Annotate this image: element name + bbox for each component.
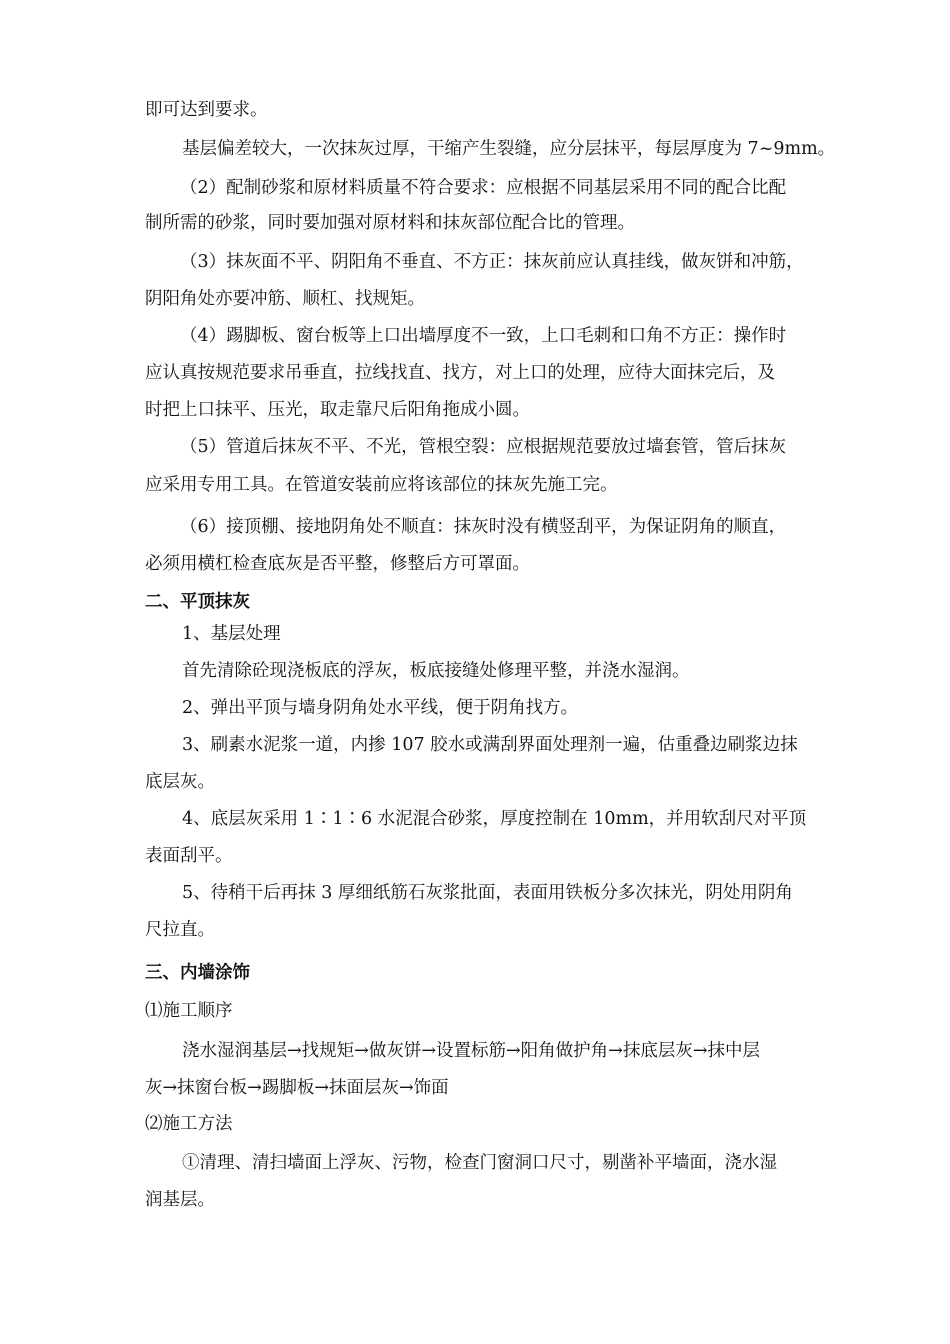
paragraph-line: 制所需的砂浆，同时要加强对原材料和抹灰部位配合比的管理。 bbox=[145, 213, 635, 233]
subheading-line: ⑵施工方法 bbox=[145, 1114, 233, 1134]
paragraph-line: 应认真按规范要求吊垂直，拉线找直、找方，对上口的处理，应待大面抹完后，及 bbox=[145, 363, 775, 383]
paragraph-line: 浇水湿润基层→找规矩→做灰饼→设置标筋→阳角做护角→抹底层灰→抹中层 bbox=[182, 1041, 760, 1061]
paragraph-line: 应采用专用工具。在管道安装前应将该部位的抹灰先施工完。 bbox=[145, 475, 618, 495]
section-heading: 三、内墙涂饰 bbox=[145, 963, 250, 983]
paragraph-line: （2）配制砂浆和原材料质量不符合要求：应根据不同基层采用不同的配合比配 bbox=[180, 178, 787, 198]
paragraph-line: 表面刮平。 bbox=[145, 846, 233, 866]
paragraph-line: 4、底层灰采用 1∶1∶6 水泥混合砂浆，厚度控制在 10mm，并用软刮尺对平顶 bbox=[182, 809, 807, 829]
paragraph-line: 尺拉直。 bbox=[145, 920, 215, 940]
paragraph-line: 阴阳角处亦要冲筋、顺杠、找规矩。 bbox=[145, 289, 425, 309]
paragraph-line: 底层灰。 bbox=[145, 772, 215, 792]
paragraph-line: 2、弹出平顶与墙身阴角处水平线，便于阴角找方。 bbox=[182, 698, 579, 718]
subheading-line: ⑴施工顺序 bbox=[145, 1001, 233, 1021]
paragraph-line: 时把上口抹平、压光，取走靠尺后阳角拖成小圆。 bbox=[145, 400, 530, 420]
paragraph-line: （4）踢脚板、窗台板等上口出墙厚度不一致，上口毛刺和口角不方正：操作时 bbox=[180, 326, 787, 346]
paragraph-line: 润基层。 bbox=[145, 1190, 215, 1210]
paragraph-line: 基层偏差较大，一次抹灰过厚，干缩产生裂缝，应分层抹平，每层厚度为 7~9mm。 bbox=[182, 139, 836, 159]
paragraph-line: 即可达到要求。 bbox=[145, 100, 268, 120]
paragraph-line: （6）接顶棚、接地阴角处不顺直：抹灰时没有横竖刮平，为保证阴角的顺直， bbox=[180, 517, 787, 537]
paragraph-line: （5）管道后抹灰不平、不光，管根空裂：应根据规范要放过墙套管，管后抹灰 bbox=[180, 437, 787, 457]
paragraph-line: ①清理、清扫墙面上浮灰、污物，检查门窗洞口尺寸，剔凿补平墙面，浇水湿 bbox=[182, 1153, 777, 1173]
paragraph-line: 5、待稍干后再抹 3 厚细纸筋石灰浆批面，表面用铁板分多次抹光，阴处用阴角 bbox=[182, 883, 793, 903]
section-heading: 二、平顶抹灰 bbox=[145, 592, 250, 612]
paragraph-line: 必须用横杠检查底灰是否平整，修整后方可罩面。 bbox=[145, 554, 530, 574]
paragraph-line: 首先清除砼现浇板底的浮灰，板底接缝处修理平整，并浇水湿润。 bbox=[182, 661, 690, 681]
paragraph-line: （3）抹灰面不平、阴阳角不垂直、不方正：抹灰前应认真挂线，做灰饼和冲筋， bbox=[180, 252, 804, 272]
paragraph-line: 1、基层处理 bbox=[182, 624, 281, 644]
paragraph-line: 灰→抹窗台板→踢脚板→抹面层灰→饰面 bbox=[145, 1078, 449, 1098]
paragraph-line: 3、刷素水泥浆一道，内掺 107 胶水或满刮界面处理剂一遍，估重叠边刷浆边抹 bbox=[182, 735, 798, 755]
